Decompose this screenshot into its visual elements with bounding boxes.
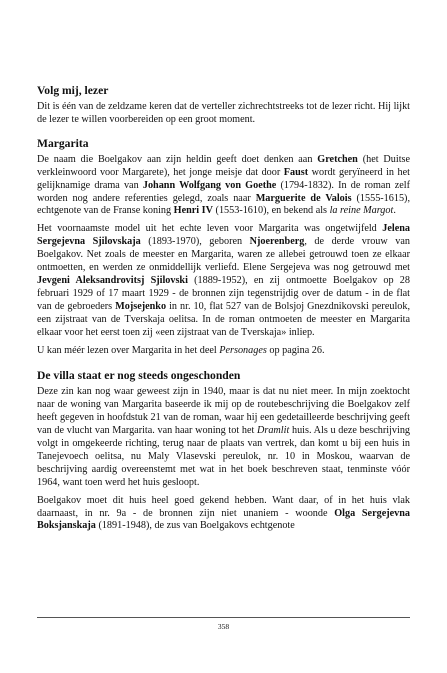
section-villa bbox=[37, 369, 410, 533]
text-run: (1553-1610), en bekend als bbox=[213, 205, 330, 217]
text-run: (het Duitse verkleinwoord voor Margarete), het jonge meisje dat door bbox=[37, 153, 411, 178]
section-heading: De villa staat er nog steeds ongeschonden bbox=[37, 369, 241, 383]
text-run: in nr. 10, flat 527 van de Bolsjoj Gnezdnikovski pereulok, een zijstraat van de Tverskaja oelitsa. In de roman ontmoeten de meester en Margarita elkaar voor het eerst toen zij «een zijstraat van de Tverskaja» inliep. bbox=[37, 300, 411, 338]
paragraph bbox=[37, 101, 410, 127]
bold-run: Faust bbox=[283, 166, 309, 178]
text-run: Het voornaamste model uit het echte leven voor Margarita was ongetwijfeld bbox=[37, 223, 383, 235]
text-run: op pagina 26. bbox=[266, 344, 325, 356]
text-run: (1555-1615), echtgenote van de Franse koning bbox=[37, 192, 410, 217]
text-run: (1891-1948), de zus van Boelgakovs echtgenote bbox=[95, 520, 295, 532]
paragraph bbox=[37, 345, 410, 358]
text-run: Dit is één van de zeldzame keren dat de verteller zichrechtstreeks tot de lezer richt. Hij lijkt de lezer te willen voorbereiden op een groot moment. bbox=[37, 101, 410, 125]
paragraph bbox=[37, 154, 410, 219]
bold-run: Njoerenberg bbox=[249, 236, 305, 248]
text-run: huis. Als u deze beschrijving volgt in omgekeerde richting, terug naar de plaats van vertrek, dan komt u bij een huis in Tanejevoech oelitsa, nu Maly Vlasevski pereulok, nr. 10 in Moskou, waarvan de beschrijving aardig overeenstemt met wat in het boek beschreven staat, tenminste vóór 1964, want toen werd het huis gesloopt. bbox=[37, 425, 411, 488]
text-run: , de derde vrouw van Boelgakov. Net zoals de meester en Margarita, waren ze allebei getrouwd toen ze elkaar ontmoetten, en werden ze onmiddellijk verliefd. Elene Sergejeva was nog getrouwd met bbox=[37, 236, 410, 274]
page-footer bbox=[37, 617, 410, 631]
italic-run: la reine Margot bbox=[329, 205, 394, 217]
italic-run: Dramlit bbox=[257, 425, 290, 437]
paragraph bbox=[37, 386, 410, 489]
bold-run: Jevgeni Aleksandrovitsj Sjilovski bbox=[37, 274, 188, 286]
paragraph bbox=[37, 495, 410, 534]
text-run: wordt gerуïneerd in het gelijknamige drama van bbox=[37, 166, 410, 191]
text-run: (1889-1952), en zij ontmoette Boelgakov op 28 februari 1929 of 17 maart 1929 - de bronnen zijn tegenstrijdig over de datum - in de flat van de gebroeders bbox=[37, 274, 410, 312]
paragraph bbox=[37, 223, 410, 339]
text-run: . bbox=[393, 205, 396, 217]
section-volg-mij-lezer bbox=[37, 84, 410, 127]
page-number: 358 bbox=[217, 622, 230, 631]
text-run: (1794-1832). In de roman zelf worden nog andere referenties gelegd, zoals naar bbox=[37, 179, 410, 204]
italic-run: Personages bbox=[219, 344, 267, 356]
bold-run: Johann Wolfgang von Goethe bbox=[142, 179, 277, 191]
bold-run: Marguerite de Valois bbox=[255, 192, 352, 204]
bold-run: Mojsejenko bbox=[115, 300, 167, 312]
bold-run: Henri IV bbox=[173, 205, 213, 217]
bold-run: Olga Sergejevna Boksjanskaja bbox=[37, 507, 410, 532]
text-run: U kan méér lezen over Margarita in het deel bbox=[37, 344, 220, 356]
section-heading: Volg mij, lezer bbox=[37, 84, 109, 97]
text-run: Boelgakov moet dit huis heel goed gekend hebben. Want daar, of in het huis vlak daarnaast, in nr. 9a - de bronnen zijn niet unaniem - woonde bbox=[37, 494, 410, 519]
section-heading: Margarita bbox=[37, 136, 89, 150]
text-run: (1893-1970), geboren bbox=[140, 236, 250, 248]
section-margarita bbox=[37, 137, 410, 358]
bold-run: Jelena Sergejevna Sjilovskaja bbox=[37, 223, 410, 248]
text-run: Deze zin kan nog waar geweest zijn in 1940, maar is dat nu niet meer. In mijn zoektocht naar de woning van Margarita baseerde ik mij op de routebeschrijving die Boelgakov zelf heeft gegeven in hoofdstuk 21 van de roman, waar hij een gedetailleerde beschrijving geeft van de vlucht van Margarita. van haar woning tot het bbox=[37, 386, 410, 437]
text-run: De naam die Boelgakov aan zijn heldin geeft doet denken aan bbox=[37, 153, 318, 165]
bold-run: Gretchen bbox=[317, 153, 358, 165]
